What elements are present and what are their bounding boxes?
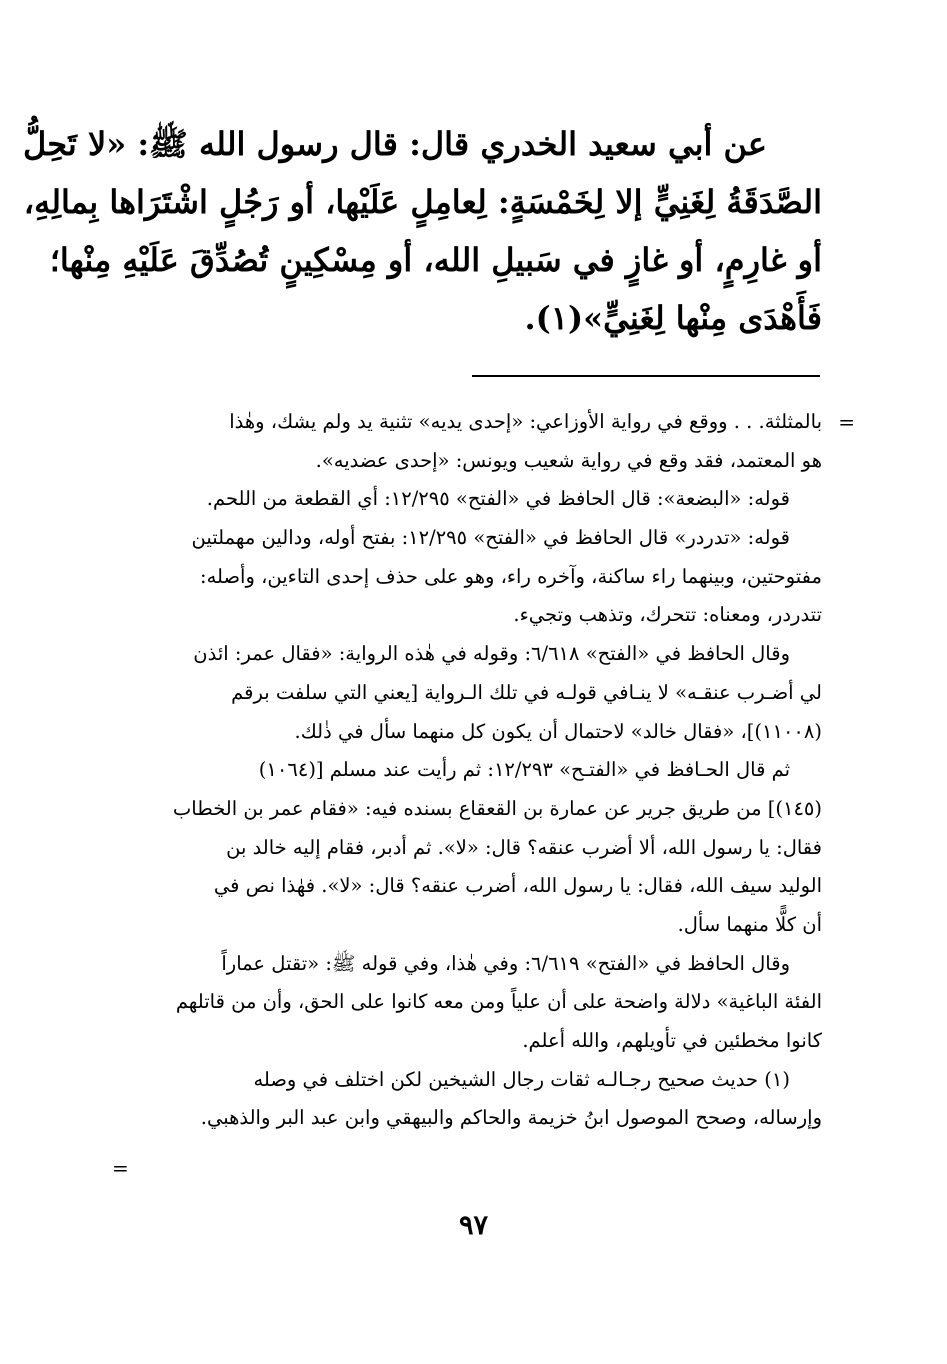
continuation-mark-top: = <box>838 410 855 434</box>
hadith-line: أو غارِمٍ، أو غازٍ في سَبيلِ الله، أو مِسْكِينٍ تُصُدِّقَ عَلَيْهِ مِنْها؛ <box>49 241 822 279</box>
footnote-line: هو المعتمد، فقد وقع في رواية شعيب ويونس: «إحدى عضديه». <box>315 448 822 472</box>
footnote-line: بالمثلثة. . . ووقع في رواية الأوزاعي: «إحدى يديه» تثنية يد ولم يشك، وهٰذا <box>229 410 822 433</box>
footnote-line: لي أضـرب عنقـه» لا ينـافي قولـه في تلك الـرواية [يعني التي سلفت برقم <box>231 680 822 704</box>
footnote-line: أن كلًّا منهما سأل. <box>677 912 822 936</box>
footnote-line: (١) حديث صحيح رجـالـه ثقات رجال الشيخين لكن اختلف في وصله <box>253 1067 790 1091</box>
footnote-line: وإرساله، وصحح الموصول ابنُ خزيمة والحاكم والبيهقي وابن عبد البر والذهبي. <box>200 1106 822 1130</box>
footnote-separator <box>472 375 820 377</box>
footnote-line: (١٤٥)] من طريق جرير عن عمارة بن القعقاع بسنده فيه: «فقام عمر بن الخطاب <box>172 796 822 820</box>
page-number: ٩٧ <box>458 1210 488 1241</box>
footnote-line: الفئة الباغية» دلالة واضحة على أن علياً ومن معه كانوا على الحق، وأن من قاتلهم <box>175 990 822 1014</box>
footnote-line: ثم قال الحـافظ في «الفتـح» ١٢/٢٩٣: ثم رأيت عند مسلم [(١٠٦٤) <box>258 758 790 782</box>
hadith-line: عن أبي سعيد الخدري قال: قال رسول الله ﷺ: «لا تَحِلُّ <box>23 125 767 163</box>
footnote-line: وقال الحافظ في «الفتح» ٦/٦١٩: وفي هٰذا، وفي قوله ﷺ: «تقتل عماراً <box>221 951 790 975</box>
hadith-line: الصَّدَقَةُ لِغَنِيٍّ إلا لِخَمْسَةٍ: لِعامِلٍ عَلَيْها، أو رَجُلٍ اشْتَرَاها بِمالِهِ، <box>23 183 822 221</box>
footnote-line: الوليد سيف الله، فقال: يا رسول الله، أضرب عنقه؟ قال: «لا». فهٰذا نص في <box>213 874 822 898</box>
footnote-line: وقال الحافظ في «الفتح» ٦/٦١٨: وقوله في هٰذه الرواية: «فقال عمر: ائذن <box>193 642 790 666</box>
footnote-line: كانوا مخطئين في تأويلهم، والله أعلم. <box>522 1029 822 1052</box>
hadith-text <box>23 115 822 347</box>
footnote-line: تتدردر، ومعناه: تتحرك، وتذهب وتجيء. <box>513 603 822 627</box>
footnote-line: قوله: «البضعة»: قال الحافظ في «الفتح» ١٢/٢٩٥: أي القطعة من اللحم. <box>206 487 790 511</box>
footnotes <box>127 403 822 1138</box>
continuation-mark-bottom: = <box>112 1156 129 1180</box>
footnote-line: (١١٠٠٨)]، «فقال خالد» لاحتمال أن يكون كل منهما سأل في ذٰلك. <box>294 719 822 743</box>
footnote-line: مفتوحتين، وبينهما راء ساكنة، وآخره راء، وهو على حذف إحدى التاءين، وأصله: <box>200 564 822 588</box>
footnote-line: قوله: «تدردر» قال الحافظ في «الفتح» ١٢/٢٩٥: بفتح أوله، ودالين مهملتين <box>191 526 790 550</box>
footnote-line: فقال: يا رسول الله، ألا أضرب عنقه؟ قال: «لا». ثم أدبر، فقام إليه خالد بن <box>226 835 822 859</box>
hadith-line: فَأَهْدَى مِنْها لِغَنِيٍّ»(١). <box>524 299 822 337</box>
